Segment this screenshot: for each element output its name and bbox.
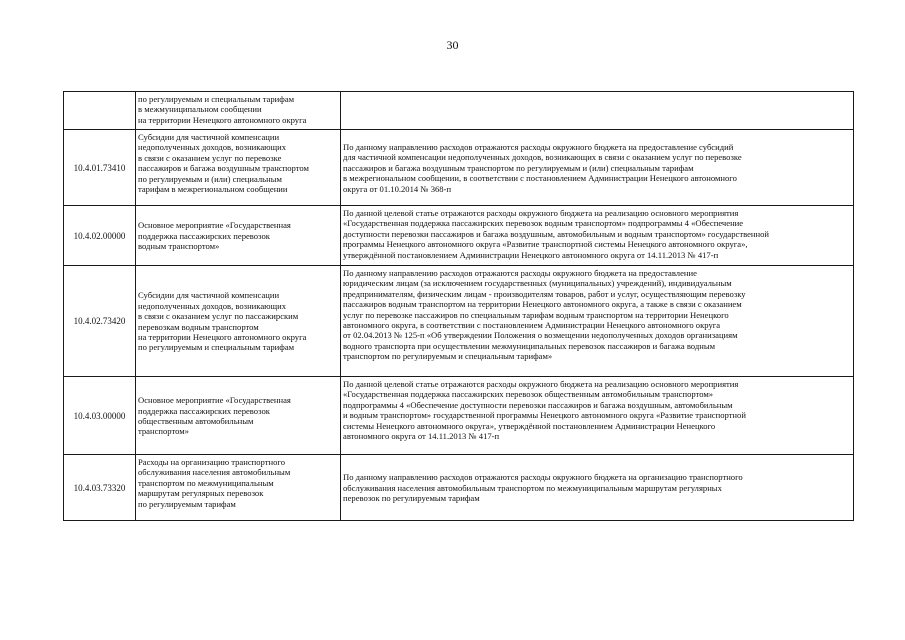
table-row [64,206,854,266]
row-code: 10.4.02.73420 [64,266,136,377]
row-name: Субсидии для частичной компенсации недополученных доходов, возникающих в связи с оказанием услуг по пассажирским перевозкам водным транспортом на территории Ненецкого автономного округа по регулируемым и специальным тарифам [136,266,341,377]
row-name: Основное мероприятие «Государственная поддержка пассажирских перевозок водным транспортом» [136,206,341,266]
row-description: По данному направлению расходов отражаются расходы окружного бюджета на организацию транспортного обслуживания населения автомобильным транспортом по межмуниципальным маршрутам регулярных перевозок по регулируемым тарифам [341,455,854,521]
row-name: Субсидии для частичной компенсации недополученных доходов, возникающих в связи с оказанием услуг по перевозке пассажиров и багажа воздушным транспортом по регулируемым и (или) специальным тарифам в межрегиональном сообщении [136,130,341,206]
row-description: По данной целевой статье отражаются расходы окружного бюджета на реализацию основного мероприятия «Государственная поддержка пассажирских перевозок водным транспортом» подпрограммы 4 «Обеспечение доступности перевозки пассажиров и багажа воздушным, автомобильным и водным транспортом» государственной программы Ненецкого автономного округа «Развитие транспортной системы Ненецкого автономного округа», утверждённой постановлением Администрации Ненецкого автономного округа от 14.11.2013 № 417-п [341,206,854,266]
row-name: Основное мероприятие «Государственная поддержка пассажирских перевозок общественным автомобильным транспортом» [136,377,341,455]
row-code: 10.4.02.00000 [64,206,136,266]
table-row [64,266,854,377]
budget-classification-table [63,91,854,521]
table-row [64,455,854,521]
table-row [64,130,854,206]
row-code: 10.4.03.73320 [64,455,136,521]
row-code: 10.4.01.73410 [64,130,136,206]
row-description: По данному направлению расходов отражаются расходы окружного бюджета на предоставление юридическим лицам (за исключением государственных (муниципальных) учреждений), индивидуальным предпринимателям, физическим лицам - производителям товаров, работ и услуг, осуществляющим перевозку пассажиров водным транспортом на территории Ненецкого автономного округа, а также в связи с оказанием услуг по перевозке пассажиров по специальным тарифам водным транспортом на территории Ненецкого автономного округа, в соответствии с постановлением Администрации Ненецкого автономного округа от 02.04.2013 № 125-п «Об утверждении Положения о возмещении недополученных доходов организациям водного транспорта при осуществлении межмуниципальных перевозок пассажиров и багажа водным транспортом по регулируемым и специальным тарифам» [341,266,854,377]
row-code [64,92,136,130]
row-description: По данному направлению расходов отражаются расходы окружного бюджета на предоставление субсидий для частичной компенсации недополученных доходов, возникающих в связи с оказанием услуг по перевозке пассажиров и багажа воздушным транспортом по регулируемым и (или) специальным тарифам в межрегиональном сообщении, в соответствии с постановлением Администрации Ненецкого автономного округа от 01.10.2014 № 368-п [341,130,854,206]
row-name: Расходы на организацию транспортного обслуживания населения автомобильным транспортом по межмуниципальным маршрутам регулярных перевозок по регулируемым тарифам [136,455,341,521]
page-number: 30 [446,38,459,52]
row-code: 10.4.03.00000 [64,377,136,455]
row-description [341,92,854,130]
table-row [64,377,854,455]
table-row [64,92,854,130]
row-name: по регулируемым и специальным тарифам в межмуниципальном сообщении на территории Ненецкого автономного округа [136,92,341,130]
row-description: По данной целевой статье отражаются расходы окружного бюджета на реализацию основного мероприятия «Государственная поддержка пассажирских перевозок общественным автомобильным транспортом» подпрограммы 4 «Обеспечение доступности перевозки пассажиров и багажа воздушным, автомобильным и водным транспортом» государственной программы Ненецкого автономного округа «Развитие транспортной системы Ненецкого автономного округа», утверждённой постановлением Администрации Ненецкого автономного округа от 14.11.2013 № 417-п [341,377,854,455]
